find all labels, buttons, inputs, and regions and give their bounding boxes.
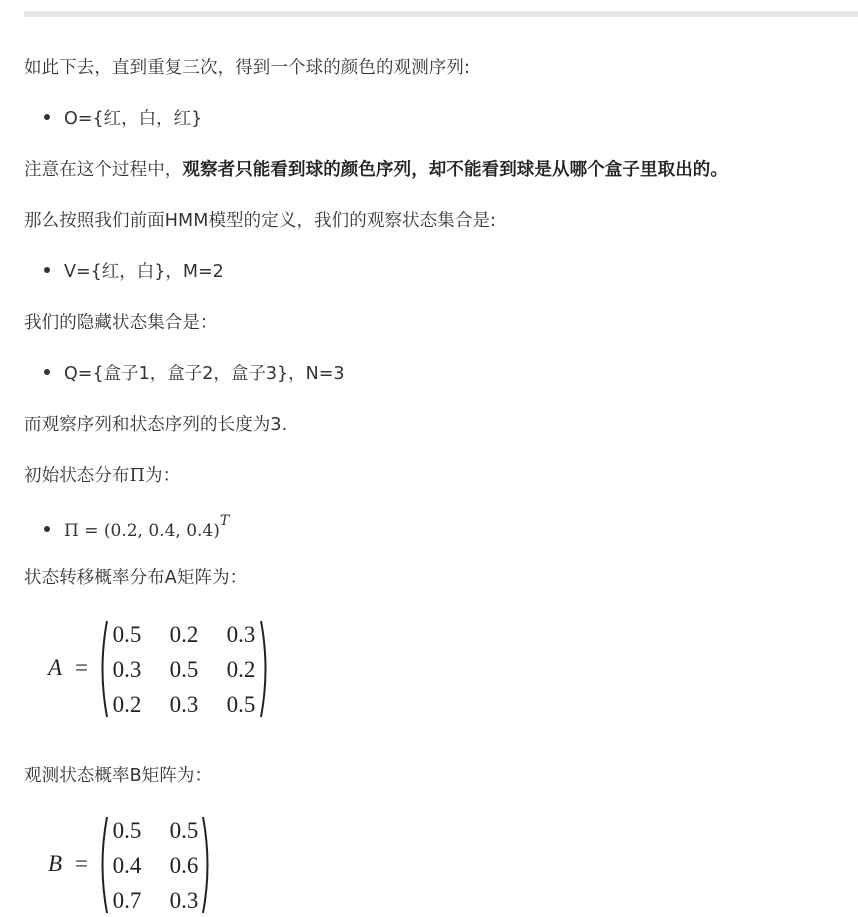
initial-dist-post: 为：	[144, 466, 181, 486]
list-item-hidden-set	[44, 362, 345, 386]
initial-dist-pre: 初始状态分布	[24, 466, 130, 486]
matrix-cell: 0.5	[169, 818, 199, 843]
bullet-dot	[44, 114, 50, 120]
matrix-a-name: A	[48, 655, 63, 680]
transpose-superscript: T	[219, 513, 230, 529]
matrix-cell: 0.3	[112, 657, 142, 682]
pi-symbol: Π	[64, 520, 79, 541]
paragraph-observation-sequence: 如此下去，直到重复三次，得到一个球的颜色的观测序列:	[24, 58, 470, 78]
matrix-a-equals: =	[75, 655, 88, 680]
list-item-text: O={红，白，红}	[64, 109, 203, 129]
matrix-cell: 0.3	[169, 692, 199, 717]
paragraph-transition-matrix: 状态转移概率分布A矩阵为：	[24, 568, 248, 588]
matrix-b-name: B	[48, 851, 63, 876]
pi-symbol: Π	[129, 466, 145, 486]
bullet-dot	[44, 369, 50, 375]
matrix-cell: 0.7	[112, 888, 142, 913]
equals-sign: =	[84, 520, 99, 541]
note-bold-text: 观察者只能看到球的颜色序列，却不能看到球是从哪个盒子里取出的。	[182, 160, 729, 180]
paragraph-note	[24, 158, 728, 182]
list-item-text: V={红，白}，M=2	[64, 262, 224, 282]
initial-vector-formula	[64, 513, 230, 541]
bullet-dot	[44, 526, 50, 532]
top-divider	[24, 11, 858, 17]
matrix-cell: 0.2	[169, 622, 199, 647]
paragraph-initial-distribution	[24, 464, 180, 488]
matrix-cell: 0.3	[169, 888, 199, 913]
matrix-cell: 0.2	[226, 657, 256, 682]
matrix-cell: 0.5	[112, 818, 142, 843]
vector-values: (0.2, 0.4, 0.4)	[103, 520, 220, 541]
matrix-cell: 0.5	[112, 622, 142, 647]
matrix-cell: 0.2	[112, 692, 142, 717]
matrix-a	[48, 619, 288, 719]
paragraph-observation-set: 那么按照我们前面HMM模型的定义，我们的观察状态集合是:	[24, 211, 497, 231]
note-plain-text: 注意在这个过程中，	[24, 160, 183, 180]
matrix-b-equals: =	[75, 851, 88, 876]
matrix-b	[48, 815, 248, 915]
matrix-cell: 0.3	[226, 622, 256, 647]
right-paren	[258, 619, 272, 719]
bullet-dot	[44, 267, 50, 273]
matrix-cell: 0.6	[169, 853, 199, 878]
paragraph-emission-matrix: 观测状态概率B矩阵为：	[24, 766, 213, 786]
list-item-initial-vector	[44, 513, 229, 543]
list-item-observation	[44, 107, 202, 131]
list-item-observation-set	[44, 260, 224, 284]
paragraph-sequence-length: 而观察序列和状态序列的长度为3.	[24, 415, 288, 435]
matrix-cell: 0.5	[169, 657, 199, 682]
list-item-text: Q={盒子1，盒子2，盒子3}，N=3	[64, 364, 345, 384]
matrix-cell: 0.4	[112, 853, 142, 878]
matrix-cell: 0.5	[226, 692, 256, 717]
paragraph-hidden-set: 我们的隐藏状态集合是：	[24, 313, 218, 333]
right-paren	[200, 815, 214, 915]
